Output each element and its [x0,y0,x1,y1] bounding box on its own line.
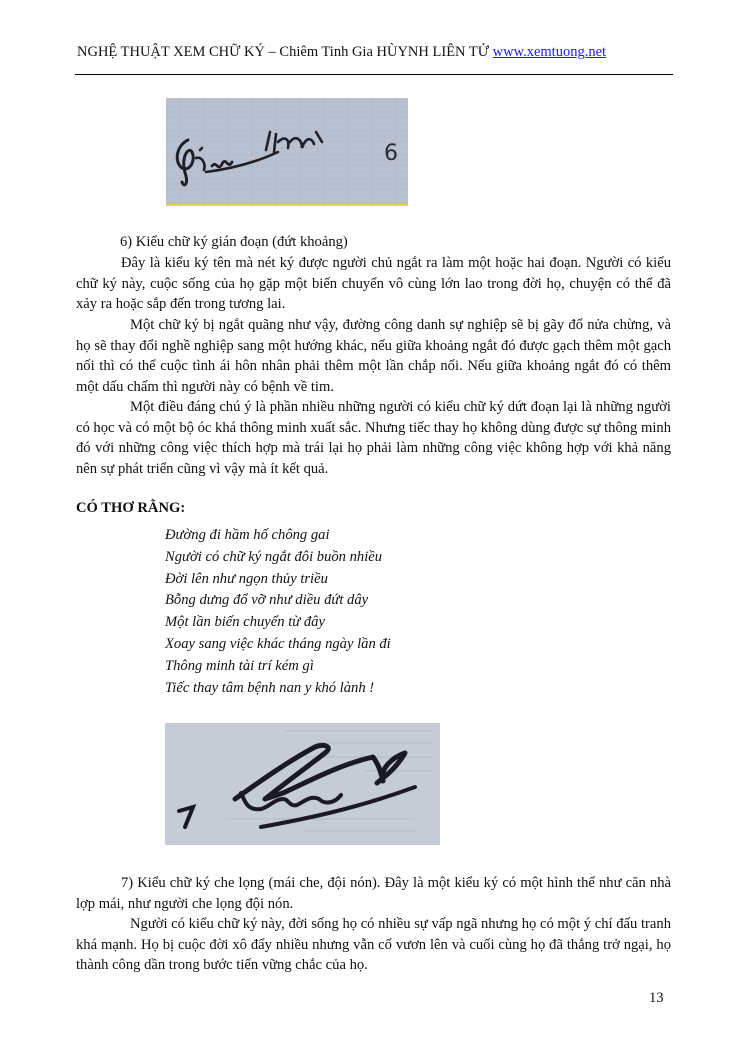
signature-drawing [165,723,440,845]
section6-paragraph-3: Một điều đáng chú ý là phần nhiều những người có kiểu chữ ký dứt đoạn lại là những người có học và có một bộ óc khá thông minh xuất sắc. Nhưng tiếc thay họ không dùng được sự thông minh đó với những công việc thích hợp mà trái lại họ phải làm những công việc không hợp với khả năng nên sự phát triển cũng vì vậy mà ít kết quả. [76,399,671,477]
signature-drawing [166,98,408,204]
section6-title: 6) Kiểu chữ ký gián đoạn (đứt khoảng) [120,234,348,250]
figure-label-6: 6 [384,141,398,166]
section7-paragraph-1: Người có kiểu chữ ký này, đời sống họ có nhiều sự vấp ngã nhưng họ có một ý chí đấu tranh khá mạnh. Họ bị cuộc đời xô đẩy nhiều nhưng vẫn cố vươn lên và cuối cùng họ đã thắng trở ngại, họ thành công dần trong bước tiến vững chắc của họ. [76,916,671,973]
header-title: NGHỆ THUẬT XEM CHỮ KÝ – Chiêm Tinh Gia HÙYNH LIÊN TỬ [77,44,493,60]
poem-line: Xoay sang việc khác tháng ngày lần đi [165,635,391,652]
poem-line: Một lần biến chuyển từ đây [165,614,325,631]
section7-title: 7) Kiểu chữ ký che lọng (mái che, đội nón). Đây là một kiểu ký có một hình thể như căn nhà lợp mái, như người che lọng đội nón. [76,875,671,912]
header-website-link[interactable]: www.xemtuong.net [492,44,607,60]
poem-line: Tiếc thay tâm bệnh nan y khó lành ! [165,679,375,696]
section6-paragraph-1: Đây là kiểu ký tên mà nét ký được người chủ ngắt ra làm một hoặc hai đoạn. Người có kiểu chữ ký này, cuộc sống của họ gặp một biến chuyển vô cùng lớn lao trong đời họ, chuyện có thể đã xảy ra hoặc sắp đến trong tương lai. [76,255,671,312]
poem-line: Thông minh tài trí kém gì [165,657,314,674]
page-number: 13 [649,990,664,1006]
page-header [77,44,677,61]
section6-paragraph-2: Một chữ ký bị ngắt quãng như vậy, đường công danh sự nghiệp sẽ bị gãy đổ nửa chừng, và họ sẽ thay đổi nghề nghiệp sang một hướng khác, nếu giữa khoảng ngắt đó được gạch thêm một gạch nối thì có thể cuộc tình ái hôn nhân phải thêm một lần chắp nối. Nếu giữa khoảng ngắt đó có thêm một dấu chấm thì người này có bệnh về tim. [76,317,671,395]
poem-line: Đời lên như ngọn thủy triều [165,570,328,587]
poem-line: Người có chữ ký ngắt đôi buồn nhiều [165,548,383,565]
poem-line: Đường đi hầm hố chông gai [165,527,330,543]
poem [165,525,391,699]
signature-image-7 [165,723,440,845]
signature-image-6 [166,98,408,206]
header-divider [75,74,673,75]
poem-heading: CÓ THƠ RẰNG: [76,500,186,516]
poem-line: Bỗng dưng đổ vỡ như diều đứt dây [165,592,369,609]
